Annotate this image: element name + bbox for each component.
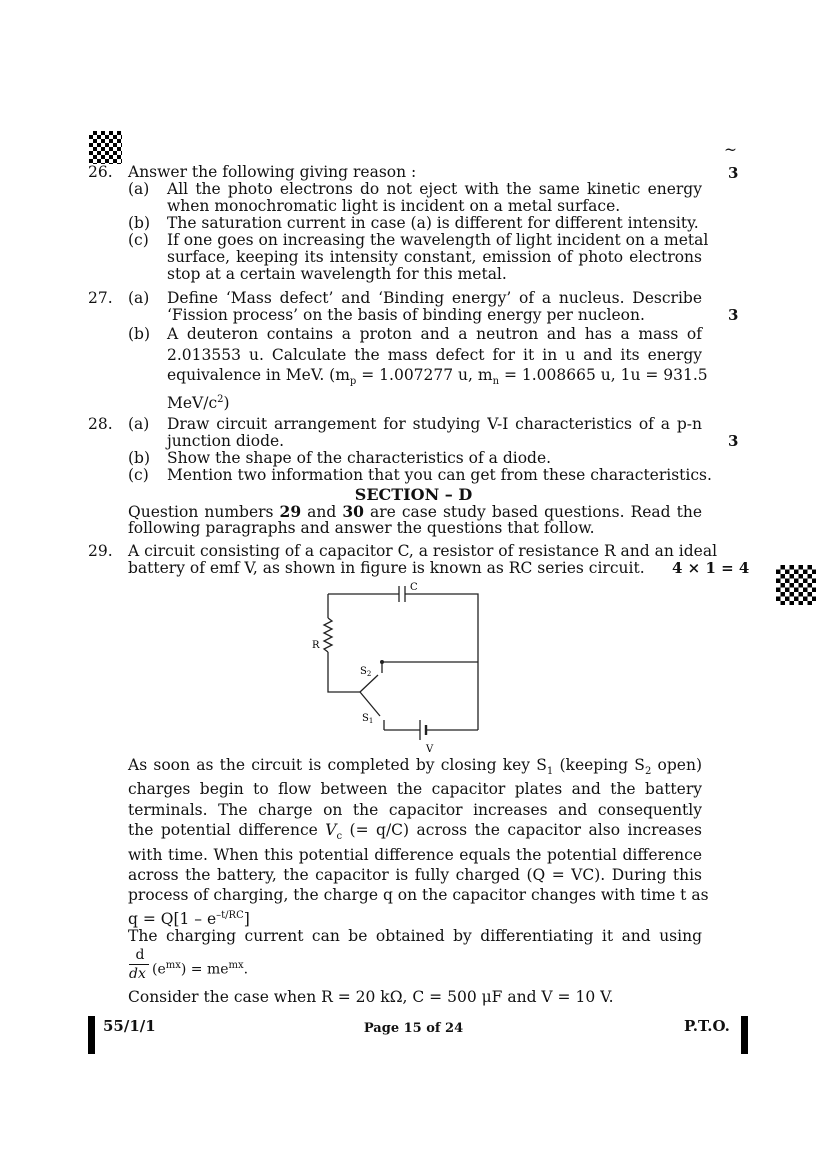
- q26-c-label: (c): [128, 231, 149, 249]
- q27-b-line1: A deuteron contains a proton and a neutron and has a mass of: [167, 325, 702, 343]
- deriv-part1: (e: [152, 961, 166, 978]
- deriv-exponent2: mx: [228, 960, 244, 971]
- q27-b-line3-part1: equivalence in MeV. (m: [167, 366, 350, 384]
- deriv-part2: ) = me: [180, 961, 229, 978]
- footer-pto: P.T.O.: [684, 1017, 730, 1035]
- q26-b-label: (b): [128, 214, 151, 232]
- q29-s2-subscript: 2: [644, 766, 652, 778]
- q26-c-line2: surface, keeping its intensity constant, emission of photo electrons: [167, 248, 702, 266]
- q28-a-label: (a): [128, 415, 150, 433]
- resistor-zigzag: [324, 618, 332, 652]
- q28-b-line1: Show the shape of the characteristics of a diode.: [167, 449, 552, 467]
- q28-a-line2: junction diode.: [167, 432, 285, 450]
- q27-mp-subscript: p: [349, 376, 357, 388]
- junction-dot: [380, 660, 384, 664]
- q29-vc-symbol: V: [325, 821, 337, 839]
- q28-marks: 3: [728, 432, 739, 450]
- q29-vc-subscript: c: [336, 831, 343, 843]
- circuit-label-c: C: [410, 582, 418, 593]
- q29-line1: A circuit consisting of a capacitor C, a resistor of resistance R and an ideal: [128, 542, 718, 560]
- q28-a-line1: Draw circuit arrangement for studying V-I characteristics of a p-n: [167, 415, 702, 433]
- footer-right-bar: [741, 1016, 748, 1054]
- fraction-bar: [129, 964, 149, 965]
- q27-a-label: (a): [128, 289, 150, 307]
- circuit-label-s2: [360, 666, 371, 678]
- q27-a-line1: Define ‘Mass defect’ and ‘Binding energy’ of a nucleus. Describe: [167, 289, 702, 307]
- q29-para-line9: The charging current can be obtained by differentiating it and using: [128, 927, 702, 945]
- q27-b-line3: [167, 366, 708, 390]
- q26-b-line1: The saturation current in case (a) is different for different intensity.: [167, 214, 699, 232]
- q29-number: 29.: [88, 542, 113, 560]
- section-intro-line2: following paragraphs and answer the questions that follow.: [128, 519, 595, 537]
- q27-marks: 3: [728, 306, 739, 324]
- q29-given-values: Consider the case when R = 20 kΩ, C = 500 μF and V = 10 V.: [128, 988, 614, 1006]
- q27-b-line3-part3: = 1.008665 u, 1u = 931.5: [499, 366, 708, 384]
- q29-eq-part2: ]: [243, 910, 250, 929]
- q27-c-squared: 2: [217, 394, 224, 405]
- q29-charge-equation: [128, 907, 250, 928]
- q29-eq-exponent: –t/RC: [216, 910, 244, 921]
- circuit-label-s2-letter: S: [360, 666, 367, 677]
- q28-number: 28.: [88, 415, 113, 433]
- q27-b-line4-part2: ): [223, 394, 230, 413]
- q27-b-line4: [167, 391, 230, 412]
- q26-a-line1: All the photo electrons do not eject with the same kinetic energy: [167, 180, 702, 198]
- q29-p4-part1: the potential difference: [128, 821, 326, 839]
- q26-number: 26.: [88, 163, 113, 181]
- circuit-label-r: R: [312, 640, 320, 651]
- q27-b-line4-part1: MeV/c: [167, 394, 218, 413]
- rc-circuit-diagram: [300, 578, 500, 756]
- q29-p1-part2: (keeping S: [553, 756, 645, 774]
- q28-c-line1: Mention two information that you can get from these characteristics.: [167, 466, 712, 484]
- section-intro-part3: are case study based questions. Read the: [363, 503, 703, 521]
- q29-marks: 4 × 1 = 4: [672, 559, 750, 577]
- section-q29-ref: 29: [279, 502, 302, 521]
- q29-para-line7: process of charging, the charge q on the capacitor changes with time t as: [128, 886, 709, 904]
- derivative-denominator: dx: [129, 966, 146, 982]
- q29-p1-part1: As soon as the circuit is completed by closing key S: [128, 756, 547, 774]
- q29-para-line3: terminals. The charge on the capacitor increases and consequently: [128, 801, 702, 819]
- q26-marks: 3: [728, 164, 739, 182]
- qr-code-top-left: [89, 131, 122, 164]
- q29-para-line4: [128, 822, 702, 845]
- section-q30-ref: 30: [342, 502, 364, 521]
- q27-number: 27.: [88, 289, 113, 307]
- q29-para-line2: charges begin to flow between the capacitor plates and the battery: [128, 780, 702, 798]
- section-title: SECTION – D: [354, 485, 473, 504]
- q26-c-line1: If one goes on increasing the wavelength of light incident on a metal: [167, 231, 709, 249]
- q29-para-line6: across the battery, the capacitor is fully charged (Q = VC). During this: [128, 866, 702, 884]
- q26-a-label: (a): [128, 180, 150, 198]
- qr-code-right: [776, 565, 816, 605]
- q27-b-label: (b): [128, 325, 151, 343]
- q29-line2: battery of emf V, as shown in figure is known as RC series circuit.: [128, 559, 645, 577]
- circuit-label-s1-sub: 1: [368, 717, 374, 725]
- q27-mn-subscript: n: [492, 376, 500, 388]
- q29-p4-part2: (= q/C) across the capacitor also increases: [342, 821, 703, 839]
- footer-page-number: Page 15 of 24: [363, 1021, 464, 1036]
- q26-a-line2: when monochromatic light is incident on a metal surface.: [167, 197, 621, 215]
- circuit-label-s1-letter: S: [362, 713, 369, 724]
- q27-b-line2: 2.013553 u. Calculate the mass defect for it in u and its energy: [167, 346, 702, 364]
- q27-a-line2: ‘Fission process’ on the basis of binding energy per nucleon.: [167, 306, 645, 324]
- deriv-part3: .: [243, 961, 249, 978]
- derivative-expression: [152, 957, 248, 979]
- circuit-label-s2-sub: 2: [366, 670, 372, 678]
- q29-para-line5: with time. When this potential difference equals the potential difference: [128, 846, 702, 864]
- q28-c-label: (c): [128, 466, 149, 484]
- derivative-numerator: d: [135, 947, 145, 963]
- q29-s1-subscript: 1: [546, 766, 554, 778]
- circuit-label-v: V: [426, 744, 434, 755]
- left-wire-bottom: [328, 652, 360, 692]
- circuit-label-s1: [362, 713, 373, 725]
- q27-b-line3-part2: = 1.007277 u, m: [356, 366, 493, 384]
- q29-eq-part1: q = Q[1 – e: [128, 910, 217, 929]
- deriv-exponent1: mx: [165, 960, 181, 971]
- q26-c-line3: stop at a certain wavelength for this metal.: [167, 265, 507, 283]
- section-intro-part1: Question numbers: [128, 503, 280, 521]
- footer-paper-code: 55/1/1: [103, 1017, 156, 1035]
- tilde-mark: ~: [724, 141, 737, 159]
- q28-b-label: (b): [128, 449, 151, 467]
- q29-p1-part3: open): [651, 756, 702, 774]
- q26-stem: Answer the following giving reason :: [128, 163, 417, 181]
- section-intro-part2: and: [301, 503, 343, 521]
- q29-para-line1: [128, 757, 702, 780]
